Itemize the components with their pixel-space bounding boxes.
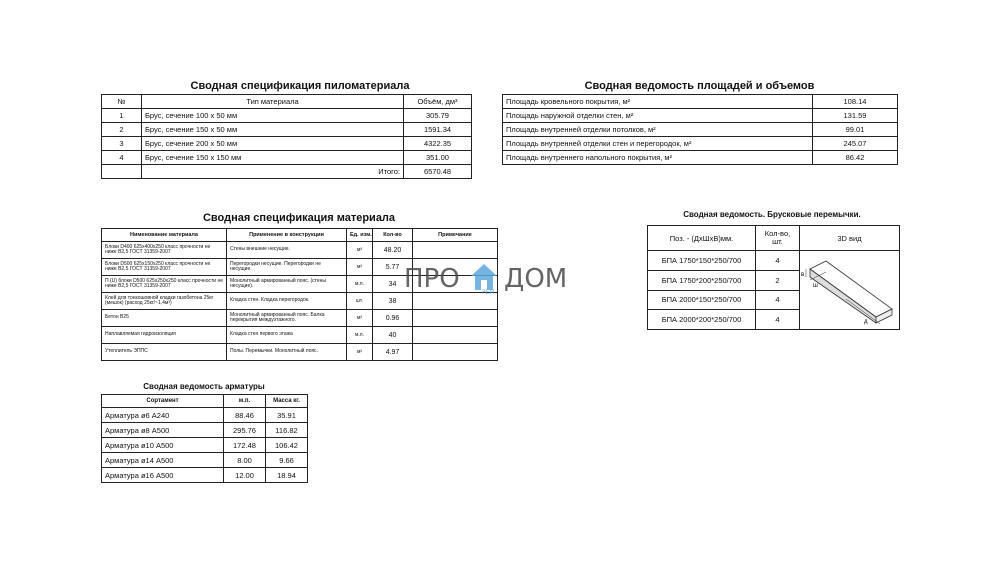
lintel-header-pos: Поз. - (ДхШхВ)мм.: [648, 226, 756, 251]
cell: 295.76: [224, 423, 266, 438]
table-row: [102, 151, 472, 165]
cell: Арматура ø6 А240: [102, 408, 224, 423]
table-row: [102, 468, 308, 483]
cell: Арматура ø10 А500: [102, 438, 224, 453]
cell: 2: [756, 270, 800, 290]
cell: 9.66: [266, 453, 308, 468]
cell: 4: [756, 290, 800, 310]
cell: Клей для тонкошовной кладки газобетона 25кг (мешок) (расход 25кг/~1,4м³): [102, 293, 227, 310]
lintel-header-view: 3D вид: [800, 226, 900, 251]
cell: Брус, сечение 150 х 150 мм: [142, 151, 404, 165]
cell: Брус, сечение 100 х 50 мм: [142, 109, 404, 123]
cell: м³: [347, 344, 373, 361]
cell: [413, 344, 498, 361]
lumber-header-type: Тип материала: [142, 95, 404, 109]
cell: Арматура ø14 А500: [102, 453, 224, 468]
cell: Брус, сечение 200 х 50 мм: [142, 137, 404, 151]
dim-label-l: д: [864, 319, 868, 325]
cell: м.п.: [347, 327, 373, 344]
table-row: [503, 151, 898, 165]
cell: 305.79: [404, 109, 472, 123]
material-header-name: Нименование материала: [102, 229, 227, 242]
rebar-header-mp: м.п.: [224, 395, 266, 408]
cell: Площадь кровельного покрытия, м²: [503, 95, 813, 109]
table-row: [102, 123, 472, 137]
material-header-unit: Ед. изм.: [347, 229, 373, 242]
table-row: [503, 109, 898, 123]
cell: Утеплитель ЭППС: [102, 344, 227, 361]
table-row: [102, 438, 308, 453]
table-row: [102, 344, 498, 361]
material-header-use: Применение в конструкции: [227, 229, 347, 242]
cell: [413, 242, 498, 259]
cell: 351.00: [404, 151, 472, 165]
table-row: [503, 123, 898, 137]
cell: 35.91: [266, 408, 308, 423]
cell: Перегородки несущие. Перегородки не несущие.: [227, 259, 347, 276]
areas-title: Сводная ведомость площадей и объемов: [584, 80, 815, 92]
material-title: Сводная спецификация материала: [202, 212, 396, 224]
cell: 4: [756, 251, 800, 271]
cell: 4322.35: [404, 137, 472, 151]
table-row: [102, 109, 472, 123]
cell: 4.97: [373, 344, 413, 361]
cell: 8.00: [224, 453, 266, 468]
cell: Блоки D500 625х150х250 класс прочности не ниже В2,5 ГОСТ 31359-2007: [102, 259, 227, 276]
cell: м³: [347, 242, 373, 259]
table-row: [102, 327, 498, 344]
table-row: [102, 242, 498, 259]
cell: Блоки D400 625х400х250 класс прочности не ниже В2,5 ГОСТ 31359-2007: [102, 242, 227, 259]
cell: 38: [373, 293, 413, 310]
material-header-note: Примечание: [413, 229, 498, 242]
cell: 3: [102, 137, 142, 151]
cell: м.п.: [347, 276, 373, 293]
watermark-sub-text: РЕМ: [482, 289, 495, 296]
cell: БПА 1750*150*250/700: [648, 251, 756, 271]
table-row: [102, 408, 308, 423]
cell: Брус, сечение 150 х 50 мм: [142, 123, 404, 137]
cell: Стены внешние несущие.: [227, 242, 347, 259]
areas-table: [502, 94, 898, 165]
dim-label-h: в: [801, 272, 805, 278]
cell: 131.59: [813, 109, 898, 123]
watermark-logo: [404, 262, 600, 302]
cell: 5.77: [373, 259, 413, 276]
table-row: [503, 137, 898, 151]
cell: Монолитный армированный пояс. (стены несущие).: [227, 276, 347, 293]
rebar-header-mass: Масса кг.: [266, 395, 308, 408]
cell: 40: [373, 327, 413, 344]
dim-label-w: ш: [813, 283, 818, 289]
cell: 12.00: [224, 468, 266, 483]
cell: БПА 2000*200*250/700: [648, 310, 756, 330]
cell: 116.82: [266, 423, 308, 438]
lumber-total-label: Итого:: [142, 165, 404, 179]
cell: Наплавляемая гидроизоляция: [102, 327, 227, 344]
lumber-header-n: №: [102, 95, 142, 109]
cell: 106.42: [266, 438, 308, 453]
table-row: [102, 137, 472, 151]
lumber-table: [101, 94, 472, 179]
cell: 108.14: [813, 95, 898, 109]
cell: 99.01: [813, 123, 898, 137]
cell: Площадь наружной отделки стен, м²: [503, 109, 813, 123]
cell: 48.20: [373, 242, 413, 259]
lumber-total-row: [102, 165, 472, 179]
cell: Арматура ø8 А500: [102, 423, 224, 438]
cell: Кладка стен. Кладка перегородок.: [227, 293, 347, 310]
cell: 2: [102, 123, 142, 137]
lumber-title: Сводная спецификация пиломатериала: [190, 80, 410, 92]
cell: 1: [102, 109, 142, 123]
rebar-title: Сводная ведомость арматуры: [143, 382, 265, 391]
table-row: [503, 95, 898, 109]
cell: 0.96: [373, 310, 413, 327]
lintel-3d-view: [800, 251, 900, 330]
cell: Площадь внутренней отделки стен и перегородок, м²: [503, 137, 813, 151]
cell: 4: [756, 310, 800, 330]
cell: П (U) блоки D500 625х250х250 класс прочности не ниже В2,5 ГОСТ 31359-2007: [102, 276, 227, 293]
cell: 34: [373, 276, 413, 293]
lumber-header-vol: Объём, дм³: [404, 95, 472, 109]
cell: Площадь внутреннего напольного покрытия, м²: [503, 151, 813, 165]
lintel-header-qty: Кол-во, шт.: [756, 226, 800, 251]
cell: 1591.34: [404, 123, 472, 137]
rebar-header-name: Сортамент: [102, 395, 224, 408]
cell: шт.: [347, 293, 373, 310]
cell: 4: [102, 151, 142, 165]
cell: 18.94: [266, 468, 308, 483]
table-row: [648, 251, 900, 271]
table-row: [102, 453, 308, 468]
lumber-total-value: 6570.48: [404, 165, 472, 179]
cell: м³: [347, 310, 373, 327]
cell: БПА 1750*200*250/700: [648, 270, 756, 290]
cell: 88.46: [224, 408, 266, 423]
cell: Площадь внутренней отделки потолков, м²: [503, 123, 813, 137]
table-row: [102, 310, 498, 327]
watermark-right-text: ДОМ: [504, 264, 568, 294]
watermark-left-text: ПРО: [404, 264, 460, 294]
cell: м³: [347, 259, 373, 276]
house-icon: [470, 262, 498, 292]
cell: Монолитный армированный пояс. Балка перекрытия междуэтажного.: [227, 310, 347, 327]
cell: Бетон В25: [102, 310, 227, 327]
cell: БПА 2000*150*250/700: [648, 290, 756, 310]
lintel-table: [647, 225, 900, 330]
table-row: [102, 423, 308, 438]
cell: Полы. Перемычки. Монолитный пояс.: [227, 344, 347, 361]
cell: 172.48: [224, 438, 266, 453]
cell: [413, 327, 498, 344]
cell: 86.42: [813, 151, 898, 165]
cell: Кладка стен первого этажа: [227, 327, 347, 344]
lintel-title: Сводная ведомость. Брусковые перемычки.: [683, 210, 861, 219]
lintel-3d-drawing: [800, 251, 898, 327]
cell: 245.07: [813, 137, 898, 151]
cell: [413, 310, 498, 327]
rebar-table: [101, 394, 308, 483]
cell: Арматура ø16 А500: [102, 468, 224, 483]
material-header-qty: Кол-во: [373, 229, 413, 242]
